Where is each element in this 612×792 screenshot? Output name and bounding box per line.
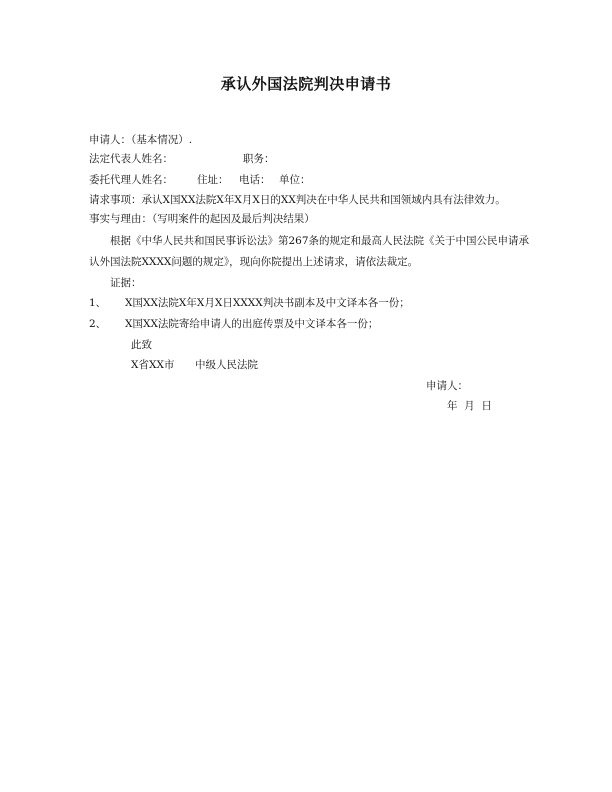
evidence-number: 2、 bbox=[89, 318, 107, 330]
body-paragraph-line-1: 根据《中华人民共和国民事诉讼法》第267条的规定和最高人民法院《关于中国公民申请承 bbox=[110, 235, 530, 247]
legal-rep-line bbox=[89, 152, 569, 166]
agent-line bbox=[89, 173, 569, 187]
closing-line: 此致 bbox=[131, 339, 152, 351]
request-line: 请求事项：承认X国XX法院X年X月X日的XX判决在中华人民共和国领域内具有法律效力。 bbox=[89, 194, 506, 206]
document-title: 承认外国法院判决申请书 bbox=[220, 75, 392, 93]
evidence-number: 1、 bbox=[89, 297, 107, 309]
agent-unit-label: 单位： bbox=[279, 174, 311, 186]
signature-label: 申请人： bbox=[426, 380, 468, 392]
body-paragraph-line-2: 认外国法院XXXX问题的规定》，现向你院提出上述请求，请依法裁定。 bbox=[89, 256, 419, 268]
evidence-text: X国XX法院寄给申请人的出庭传票及中文译本各一份； bbox=[125, 318, 379, 330]
facts-line: 事实与理由：（写明案件的起因及最后判决结果） bbox=[89, 213, 315, 225]
date-line: 年 月 日 bbox=[447, 400, 492, 412]
applicant-line: 申请人：（基本情况）. bbox=[89, 134, 193, 146]
court-name: 中级人民法院 bbox=[195, 359, 258, 371]
legal-rep-name-label: 法定代表人姓名： bbox=[89, 153, 173, 165]
court-line bbox=[131, 358, 431, 372]
agent-address-label: 住址： bbox=[197, 174, 229, 186]
court-location: X省XX市 bbox=[131, 359, 175, 371]
evidence-label: 证据： bbox=[110, 277, 142, 289]
agent-name-label: 委托代理人姓名： bbox=[89, 174, 173, 186]
evidence-text: X国XX法院X年X月X日XXXX判决书副本及中文译本各一份； bbox=[125, 297, 410, 309]
evidence-item bbox=[89, 296, 569, 310]
evidence-item bbox=[89, 317, 569, 331]
agent-phone-label: 电话： bbox=[239, 174, 271, 186]
legal-rep-position-label: 职务： bbox=[243, 153, 275, 165]
